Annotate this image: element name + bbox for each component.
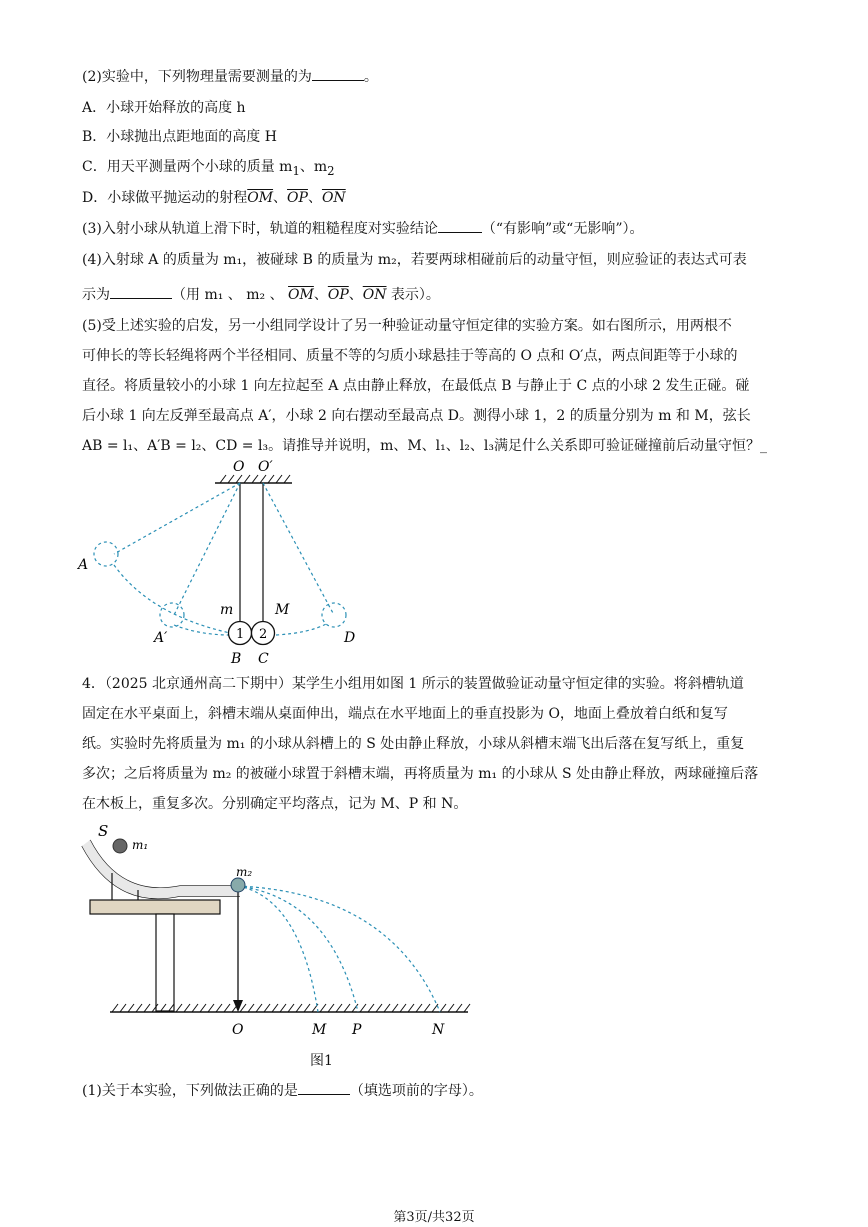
q5-line: (5)受上述实验的启发，另一小组同学设计了另一种验证动量守恒定律的实验方案。如右图所示，用两根不 xyxy=(82,318,732,334)
hatch-mark xyxy=(408,1004,414,1012)
q2-option-c-sub2: 2 xyxy=(327,163,335,178)
hatch-mark xyxy=(248,1004,254,1012)
hatch-mark xyxy=(464,1004,470,1012)
q2-stem-text: (2)实验中，下列物理量需要测量的为 xyxy=(82,69,312,85)
q3-stem xyxy=(82,218,643,239)
label-a: A xyxy=(78,557,89,573)
label-p: P xyxy=(352,1022,362,1038)
segment-on: $\overline{ON}$ xyxy=(362,287,387,303)
segment-om: $\overline{OM}$ xyxy=(288,287,314,303)
hatch-mark xyxy=(384,1004,390,1012)
q2-option-a: A．小球开始释放的高度 h xyxy=(82,100,246,116)
hatch-mark xyxy=(192,1004,198,1012)
q4-line2-end: 表示）。 xyxy=(386,287,440,303)
trajectories xyxy=(238,886,440,1012)
ball-m1 xyxy=(113,839,127,853)
hatch-mark xyxy=(296,1004,302,1012)
label-s: S xyxy=(98,822,109,840)
q1-text-end: （填选项前的字母）。 xyxy=(349,1083,483,1099)
hatch-mark xyxy=(328,1004,334,1012)
ball-position-d xyxy=(322,603,346,627)
q2-option-c-sub1: 1 xyxy=(292,163,300,178)
problem-4-line: 纸。实验时先将质量为 m₁ 的小球从斜槽上的 S 处由静止释放，小球从斜槽末端飞出后落在复写纸上，重复 xyxy=(82,736,745,752)
q2-option-b: B．小球抛出点距地面的高度 H xyxy=(82,129,277,145)
hatch-mark xyxy=(400,1004,406,1012)
segment-op: $\overline{OP}$ xyxy=(327,287,349,303)
pendulum-figure xyxy=(70,455,390,670)
hatch-mark xyxy=(360,1004,366,1012)
hatch-mark xyxy=(456,1004,462,1012)
hatch-mark xyxy=(128,1004,134,1012)
q2-option-c xyxy=(82,157,335,181)
sep: 、 xyxy=(348,287,363,303)
ball-2-label: 2 xyxy=(259,627,268,642)
q4-line1: (4)入射球 A 的质量为 m₁，被碰球 B 的质量为 m₂，若要两球相碰前后的动量守恒，则应验证的表达式可表 xyxy=(82,252,747,268)
label-b: B xyxy=(231,651,242,667)
hatch-mark xyxy=(216,1004,222,1012)
hatch-mark xyxy=(280,1004,286,1012)
hatch-mark xyxy=(240,1004,246,1012)
sep: 、 xyxy=(313,287,328,303)
q2-option-d xyxy=(82,188,346,208)
q2-stem xyxy=(82,66,378,87)
table-leg xyxy=(156,914,174,1011)
label-m: M xyxy=(312,1022,327,1038)
hatch-mark xyxy=(336,1004,342,1012)
hatch-mark xyxy=(432,1004,438,1012)
sep: 、 xyxy=(273,190,288,206)
hatch-mark xyxy=(264,1004,270,1012)
q3-text-end: （“有影响”或“无影响”）。 xyxy=(481,221,644,237)
q2-option-d-text: D．小球做平抛运动的射程 xyxy=(82,190,248,206)
hatch-mark xyxy=(440,1004,446,1012)
label-m1: m₁ xyxy=(132,838,149,852)
label-m: m xyxy=(220,602,234,618)
segment-op: $\overline{OP}$ xyxy=(287,190,308,206)
label-d: D xyxy=(344,630,356,646)
hatch-mark xyxy=(112,1004,118,1012)
q4-line2 xyxy=(82,284,440,305)
hatch-mark xyxy=(376,1004,382,1012)
label-o: O xyxy=(233,459,245,475)
problem-4-line: 4．（2025 北京通州高二下期中）某学生小组用如图 1 所示的装置做验证动量守恒定律的实验。将斜槽轨道 xyxy=(82,676,744,692)
hatch-mark xyxy=(200,1004,206,1012)
hatch-mark xyxy=(416,1004,422,1012)
problem-4-line: 在木板上，重复多次。分别确定平均落点，记为 M、P 和 N。 xyxy=(82,796,468,812)
figure-caption: 图1 xyxy=(310,1053,333,1069)
hatch-mark xyxy=(184,1004,190,1012)
label-c: C xyxy=(258,651,269,667)
q2-answer-blank[interactable] xyxy=(312,66,364,81)
chute-figure xyxy=(80,818,480,1048)
hatch-mark xyxy=(424,1004,430,1012)
ceiling-hatch xyxy=(220,475,290,483)
hatch-mark xyxy=(368,1004,374,1012)
problem-4-line: 固定在水平桌面上，斜槽末端从桌面伸出，端点在水平地面上的垂直投影为 O，地面上叠放着白纸和复写 xyxy=(82,706,728,722)
hatch-mark xyxy=(208,1004,214,1012)
segment-on: $\overline{ON}$ xyxy=(321,190,346,206)
ball-position-a-prime xyxy=(160,603,184,627)
q2-stem-end: 。 xyxy=(363,69,378,85)
hatch-mark xyxy=(224,1004,230,1012)
page-footer: 第3页/共32页 xyxy=(393,1210,475,1225)
q5-line: 后小球 1 向左反弹至最高点 A′，小球 2 向右摆动至最高点 D。测得小球 1，2 的质量分别为 m 和 M，弦长 xyxy=(82,408,751,424)
hatch-mark xyxy=(288,1004,294,1012)
q4-line2-mid: （用 m₁ 、 m₂ 、 xyxy=(172,287,284,303)
q1-text: (1)关于本实验，下列做法正确的是 xyxy=(82,1083,298,1099)
sep: 、 xyxy=(307,190,322,206)
q5-line: AB = l₁、A′B = l₂、CD = l₃。请推导并说明，m、M、l₁、l₂、l₃满足什么关系即可验证碰撞前后动量守恒？_ xyxy=(82,438,767,454)
label-big-m: M xyxy=(275,602,290,618)
q2-option-c-sep: 、m xyxy=(299,159,328,175)
label-o: O xyxy=(232,1022,244,1038)
q5-line: 可伸长的等长轻绳将两个半径相同、质量不等的匀质小球悬挂于等高的 O 点和 O′点，两点间距等于小球的 xyxy=(82,348,738,364)
chute-body xyxy=(82,840,240,899)
label-o-prime: O′ xyxy=(258,459,273,475)
label-m2: m₂ xyxy=(236,865,253,879)
hatch-mark xyxy=(176,1004,182,1012)
q3-answer-blank[interactable] xyxy=(438,218,482,233)
hatch-mark xyxy=(392,1004,398,1012)
hatch-mark xyxy=(256,1004,262,1012)
hatch-mark xyxy=(344,1004,350,1012)
hatch-mark xyxy=(320,1004,326,1012)
hatch-mark xyxy=(120,1004,126,1012)
segment-om: $\overline{OM}$ xyxy=(247,190,274,206)
label-a-prime: A′ xyxy=(154,630,168,646)
problem-4-line: 多次；之后将质量为 m₂ 的被碰小球置于斜槽末端，再将质量为 m₁ 的小球从 S 处由静止释放，两球碰撞后落 xyxy=(82,766,759,782)
q5-line: 直径。将质量较小的小球 1 向左拉起至 A 点由静止释放，在最低点 B 与静止于 C 点的小球 2 发生正碰。碰 xyxy=(82,378,750,394)
hatch-mark xyxy=(304,1004,310,1012)
hatch-mark xyxy=(448,1004,454,1012)
ball-m2 xyxy=(231,878,245,892)
q4-line2-text: 示为 xyxy=(82,287,110,303)
ball-1-label: 1 xyxy=(236,627,245,642)
q2-option-c-text: C．用天平测量两个小球的质量 m xyxy=(82,159,293,175)
hatch-mark xyxy=(144,1004,150,1012)
hatch-mark xyxy=(272,1004,278,1012)
hatch-mark xyxy=(136,1004,142,1012)
q3-text: (3)入射小球从轨道上滑下时，轨道的粗糙程度对实验结论 xyxy=(82,221,438,237)
label-n: N xyxy=(432,1022,445,1038)
table-top xyxy=(90,900,220,914)
q4-answer-blank[interactable] xyxy=(110,284,172,299)
q1-answer-blank[interactable] xyxy=(298,1080,350,1095)
q1-stem xyxy=(82,1080,483,1101)
